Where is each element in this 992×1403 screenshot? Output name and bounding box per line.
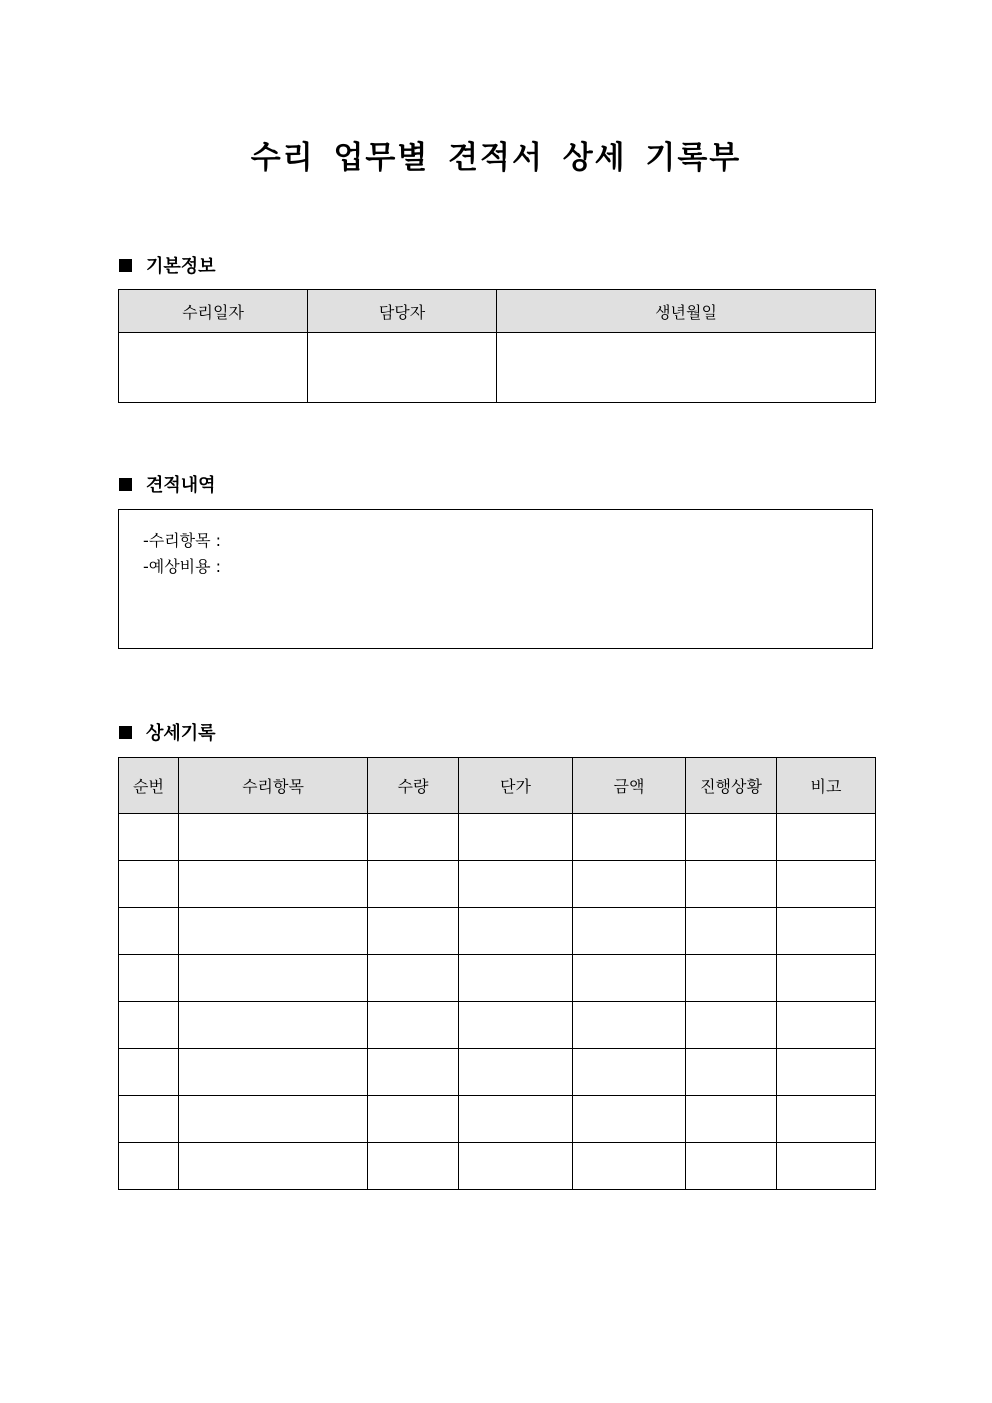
header-cell-progress: 진행상황 (686, 758, 777, 814)
header-cell-repair-date: 수리일자 (119, 290, 308, 333)
table-row (119, 1049, 876, 1096)
table-row (119, 1002, 876, 1049)
unit-price-cell[interactable] (459, 814, 573, 861)
repair-item-cell[interactable] (179, 1049, 368, 1096)
basic-info-value-row (119, 333, 876, 403)
square-bullet-icon (119, 726, 132, 739)
section-heading-label: 상세기록 (146, 723, 216, 744)
repair-item-cell[interactable] (179, 908, 368, 955)
estimate-box[interactable] (118, 509, 873, 649)
unit-price-cell[interactable] (459, 1096, 573, 1143)
header-cell-birthdate: 생년월일 (497, 290, 876, 333)
unit-price-cell[interactable] (459, 1002, 573, 1049)
estimate-line-expected-cost: -예상비용 : (143, 557, 222, 576)
progress-cell[interactable] (686, 1096, 777, 1143)
repair-item-cell[interactable] (179, 861, 368, 908)
basic-info-header-row (119, 290, 876, 333)
repair-item-cell[interactable] (179, 955, 368, 1002)
header-cell-repair-item: 수리항목 (179, 758, 368, 814)
details-table-body (119, 814, 876, 1190)
remarks-cell[interactable] (777, 1002, 876, 1049)
progress-cell[interactable] (686, 908, 777, 955)
quantity-cell[interactable] (368, 1002, 459, 1049)
amount-cell[interactable] (573, 814, 686, 861)
repair-item-cell[interactable] (179, 1002, 368, 1049)
table-row (119, 955, 876, 1002)
seq-cell[interactable] (119, 1143, 179, 1190)
amount-cell[interactable] (573, 1049, 686, 1096)
seq-cell[interactable] (119, 908, 179, 955)
progress-cell[interactable] (686, 814, 777, 861)
manager-field[interactable] (308, 333, 497, 403)
square-bullet-icon (119, 259, 132, 272)
quantity-cell[interactable] (368, 955, 459, 1002)
seq-cell[interactable] (119, 955, 179, 1002)
section-heading-estimate (119, 472, 216, 496)
document-title: 수리 업무별 견적서 상세 기록부 (250, 140, 742, 176)
section-heading-label: 기본정보 (146, 256, 216, 277)
quantity-cell[interactable] (368, 861, 459, 908)
birthdate-field[interactable] (497, 333, 876, 403)
quantity-cell[interactable] (368, 1096, 459, 1143)
header-cell-manager: 담당자 (308, 290, 497, 333)
table-row (119, 1143, 876, 1190)
amount-cell[interactable] (573, 861, 686, 908)
table-row (119, 908, 876, 955)
table-row (119, 861, 876, 908)
details-table (118, 757, 876, 1190)
progress-cell[interactable] (686, 1049, 777, 1096)
progress-cell[interactable] (686, 1002, 777, 1049)
unit-price-cell[interactable] (459, 1049, 573, 1096)
unit-price-cell[interactable] (459, 1143, 573, 1190)
progress-cell[interactable] (686, 1143, 777, 1190)
section-heading-details (119, 720, 216, 744)
section-heading-label: 견적내역 (146, 475, 216, 496)
repair-date-field[interactable] (119, 333, 308, 403)
remarks-cell[interactable] (777, 955, 876, 1002)
remarks-cell[interactable] (777, 1096, 876, 1143)
quantity-cell[interactable] (368, 908, 459, 955)
repair-item-cell[interactable] (179, 1096, 368, 1143)
seq-cell[interactable] (119, 861, 179, 908)
unit-price-cell[interactable] (459, 861, 573, 908)
amount-cell[interactable] (573, 1002, 686, 1049)
square-bullet-icon (119, 478, 132, 491)
basic-info-table (118, 289, 876, 403)
unit-price-cell[interactable] (459, 955, 573, 1002)
remarks-cell[interactable] (777, 1143, 876, 1190)
remarks-cell[interactable] (777, 908, 876, 955)
amount-cell[interactable] (573, 955, 686, 1002)
estimate-line-repair-item: -수리항목 : (143, 531, 222, 550)
progress-cell[interactable] (686, 861, 777, 908)
header-cell-quantity: 수량 (368, 758, 459, 814)
section-heading-basic-info (119, 253, 216, 277)
header-cell-remarks: 비고 (777, 758, 876, 814)
seq-cell[interactable] (119, 1096, 179, 1143)
quantity-cell[interactable] (368, 1049, 459, 1096)
remarks-cell[interactable] (777, 1049, 876, 1096)
amount-cell[interactable] (573, 908, 686, 955)
progress-cell[interactable] (686, 955, 777, 1002)
repair-item-cell[interactable] (179, 814, 368, 861)
table-row (119, 814, 876, 861)
header-cell-seq: 순번 (119, 758, 179, 814)
amount-cell[interactable] (573, 1143, 686, 1190)
quantity-cell[interactable] (368, 1143, 459, 1190)
seq-cell[interactable] (119, 1002, 179, 1049)
header-cell-unit-price: 단가 (459, 758, 573, 814)
amount-cell[interactable] (573, 1096, 686, 1143)
repair-item-cell[interactable] (179, 1143, 368, 1190)
details-header-row (119, 758, 876, 814)
quantity-cell[interactable] (368, 814, 459, 861)
unit-price-cell[interactable] (459, 908, 573, 955)
seq-cell[interactable] (119, 814, 179, 861)
remarks-cell[interactable] (777, 814, 876, 861)
table-row (119, 1096, 876, 1143)
header-cell-amount: 금액 (573, 758, 686, 814)
seq-cell[interactable] (119, 1049, 179, 1096)
remarks-cell[interactable] (777, 861, 876, 908)
